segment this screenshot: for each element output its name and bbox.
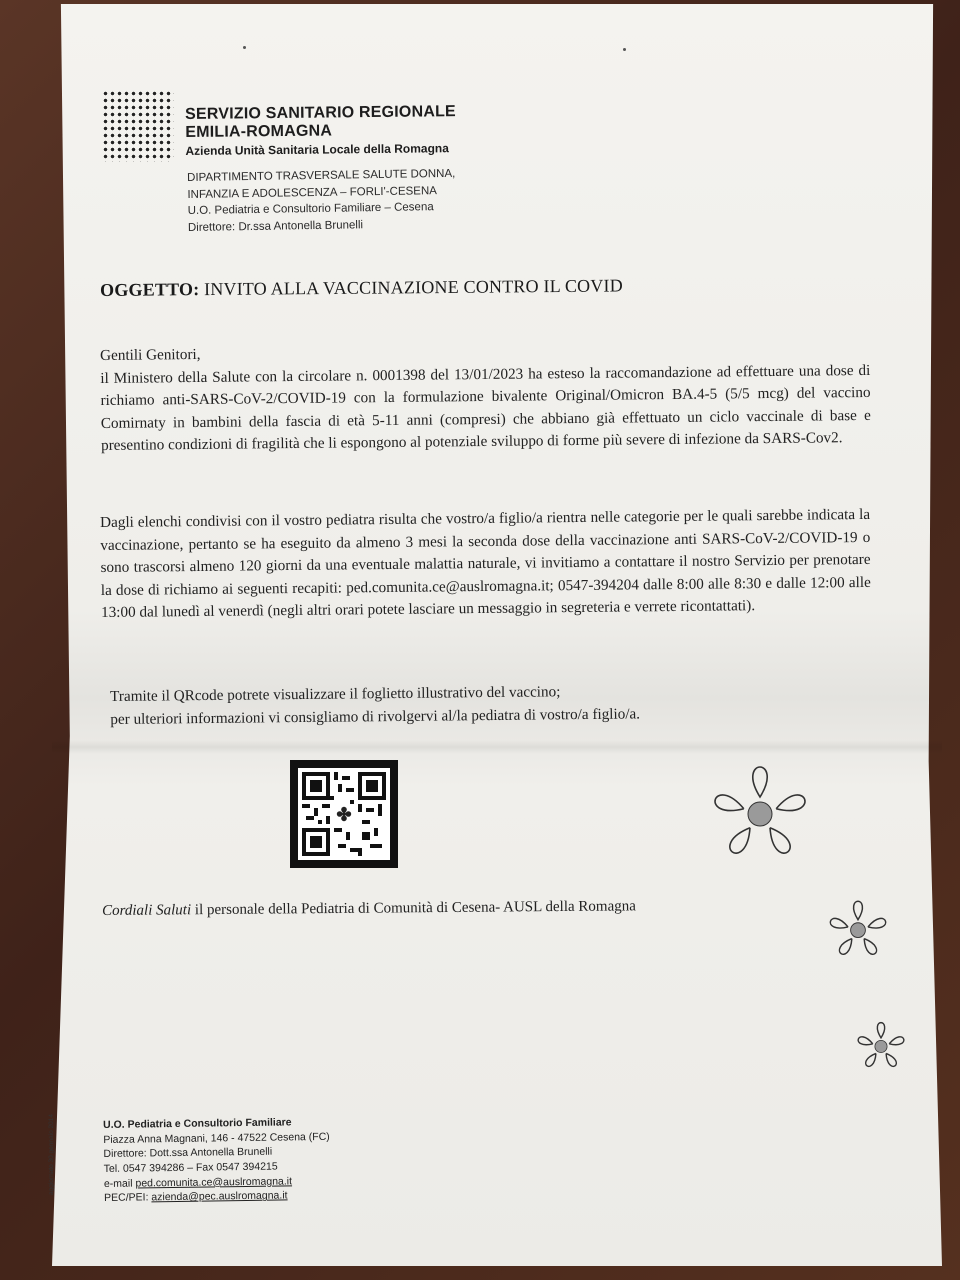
greeting: Gentili Genitori, <box>100 345 201 364</box>
paragraph-2: Dagli elenchi condivisi con il vostro pediatra risulta che vostro/a figlio/a rientra nelle categorie per le quali sarebbe indicata la vaccinazione, pertanto se ha eseguito da almeno 3 mesi la seconda dose della vaccinazione anti SARS-CoV-2/COVID-19 o sono trascorsi almeno 120 giorni da una eventuale malattia naturale, vi invitiamo a contattare il nostro Servizio per prenotare la dose di richiamo ai seguenti recapiti: ped.comunita.ce@auslromagna.it; 0547-394204 dalle 8:00 alle 8:30 e dalle 12:00 alle 13:00 dal lunedì al venerdì (negli altri orari potete lasciare un messaggio in segreteria e verrete ricontattati). <box>100 505 871 621</box>
footer-contacts <box>103 1115 331 1206</box>
footer-pec-link[interactable]: azienda@pec.auslromagna.it <box>151 1189 288 1204</box>
qr-code-icon[interactable] <box>290 760 398 868</box>
paper-mark <box>623 48 626 51</box>
dept-line: DIPARTIMENTO TRASVERSALE SALUTE DONNA, <box>187 167 456 184</box>
footer-pec-label: PEC/PEI: <box>104 1191 152 1205</box>
paragraph-3 <box>110 678 880 731</box>
flower-outline-icon <box>818 892 898 972</box>
dept-line: U.O. Pediatria e Consultorio Familiare – Cesena <box>187 201 434 218</box>
org-name-line2: EMILIA-ROMAGNA <box>185 122 333 142</box>
qr-code-frame <box>298 768 390 860</box>
department-info <box>187 166 456 237</box>
paragraph-1 <box>100 337 871 458</box>
dept-line: INFANZIA E ADOLESCENZA – FORLI'-CESENA <box>187 184 437 201</box>
footer-email-label: e-mail <box>103 1177 136 1190</box>
footer-address: Piazza Anna Magnani, 146 - 47522 Cesena (FC) <box>103 1130 330 1146</box>
letter-paper <box>52 4 942 1266</box>
side-note: aggiornato 30 gennaio 2014 <box>48 1114 55 1195</box>
footer-director: Direttore: Dott.ssa Antonella Brunelli <box>103 1146 273 1161</box>
organization-header <box>185 103 456 158</box>
closing-signature: il personale della Pediatria di Comunità di Cesena- AUSL della Romagna <box>191 898 636 919</box>
closing-salutation: Cordiali Saluti <box>102 902 192 919</box>
org-name-line1: SERVIZIO SANITARIO REGIONALE <box>185 103 456 123</box>
qr-info-line: Tramite il QRcode potrete visualizzare il foglietto illustrativo del vaccino; <box>110 683 561 705</box>
footer-unit: U.O. Pediatria e Consultorio Familiare <box>103 1116 292 1131</box>
subject-label: OGGETTO: <box>100 279 200 300</box>
flower-outline-icon <box>848 1015 914 1081</box>
subject-text: INVITO ALLA VACCINAZIONE CONTRO IL COVID <box>199 275 623 300</box>
paper-mark <box>243 46 246 49</box>
flower-outline-icon <box>695 752 825 882</box>
pediatrician-info-line: per ulteriori informazioni vi consigliamo di rivolgervi al/la pediatra di vostro/a figlio/a. <box>110 704 641 728</box>
dot-grid-logo-icon <box>102 90 174 162</box>
qr-code-pattern <box>302 772 386 856</box>
footer-email-link[interactable]: ped.comunita.ce@auslromagna.it <box>135 1175 293 1190</box>
dept-line: Direttore: Dr.ssa Antonella Brunelli <box>187 219 364 235</box>
org-name-line3: Azienda Unità Sanitaria Locale della Romagna <box>185 141 449 158</box>
footer-phone: Tel. 0547 394286 – Fax 0547 394215 <box>103 1160 278 1176</box>
paragraph-1-text: il Ministero della Salute con la circolare n. 0001398 del 13/01/2023 ha esteso la raccomandazione ad effettuare una dose di richiamo anti-SARS-CoV-2/COVID-19 con la formulazione bivalente Original/Omicron BA.4-5 (5/5 mcg) del vaccino Comirnaty in bambini della fascia di età 5-11 anni (compresi) che abbiano già effettuato un ciclo vaccinale di base e presentino condizioni di fragilità che li espongono al potenziale sviluppo di forme più severe di infezione da SARS-Cov2. <box>100 361 871 454</box>
